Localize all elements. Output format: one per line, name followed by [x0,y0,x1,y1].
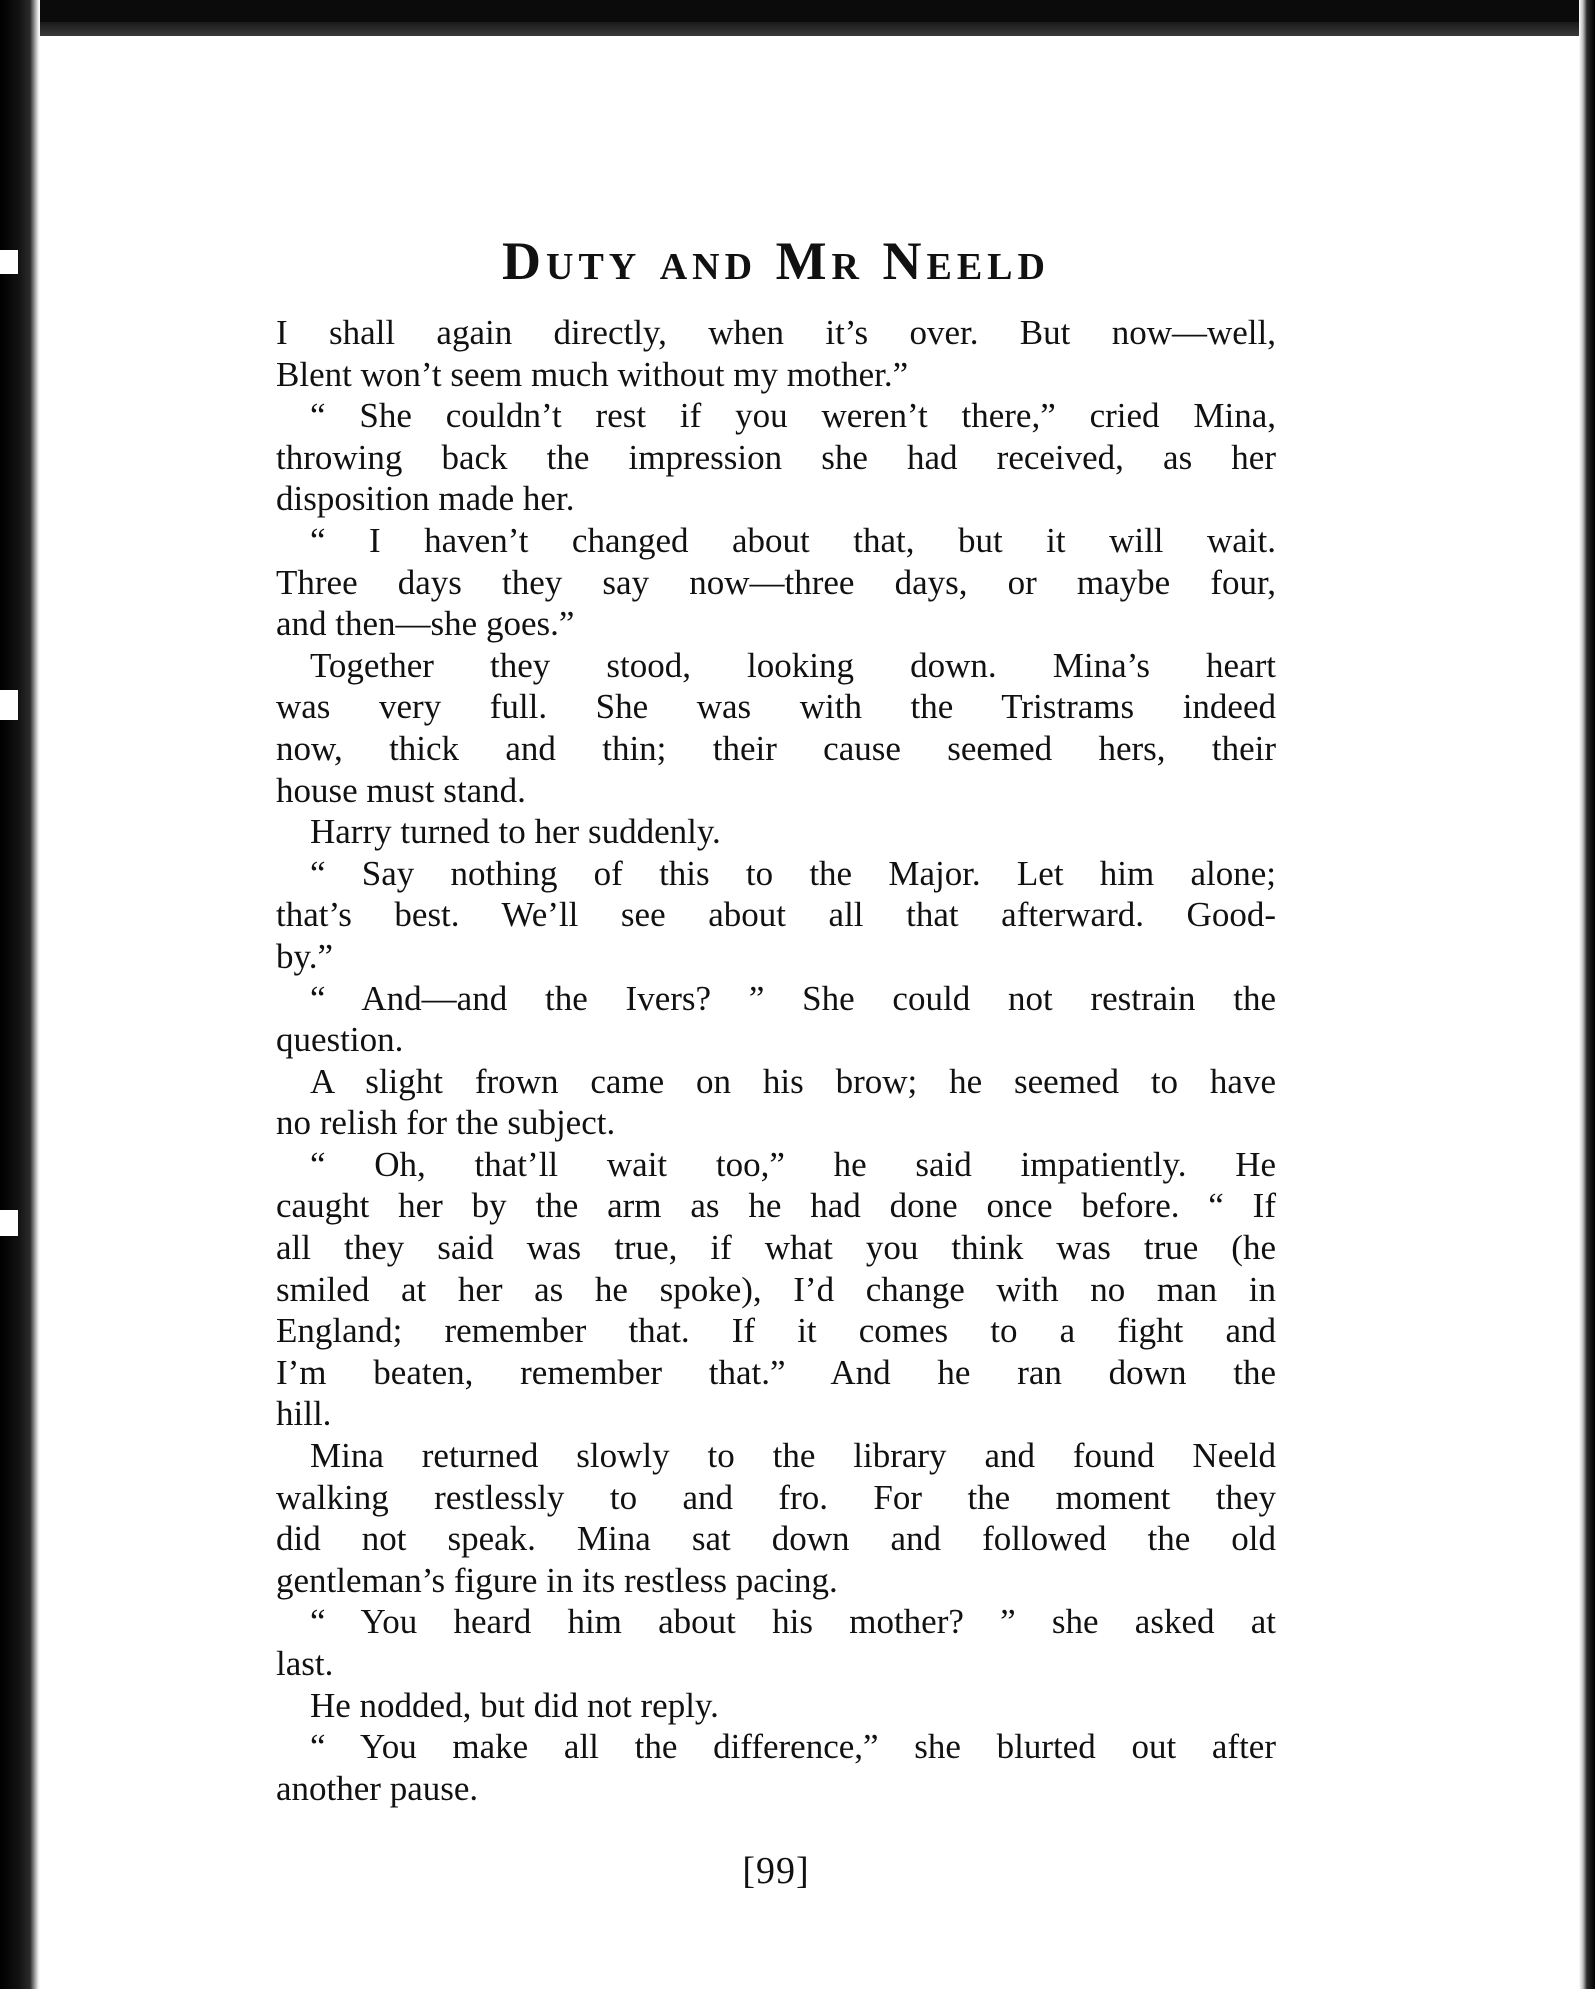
text-line: no relish for the subject. [276,1103,616,1143]
text-line: gentleman’s figure in its restless pacing. [276,1560,838,1600]
scan-right-edge [1579,0,1595,1989]
scan-left-edge-gap [0,250,18,274]
text-line: “ Oh, that’ll wait too,” he said impatiently. He [310,1144,1276,1184]
text-line: last. [276,1644,334,1683]
text-line: He nodded, but did not reply. [310,1685,719,1725]
text-line: Blent won’t seem much without my mother.” [276,354,909,394]
text-line: “ Say nothing of this to the Major. Let him alone; [310,853,1276,893]
scan-left-edge [0,0,40,1989]
text-line: “ She couldn’t rest if you weren’t there,” cried Mina, [310,396,1276,436]
text-line: England; remember that. If it comes to a fight and [276,1311,1276,1351]
text-line: by.” [276,936,334,976]
text-line: Mina returned slowly to the library and found Neeld [310,1436,1276,1476]
text-line: now, thick and thin; their cause seemed hers, their [276,728,1276,768]
text-line: caught her by the arm as he had done once before. “ If [276,1186,1276,1226]
text-line: and then—she goes.” [276,604,575,644]
text-line: Together they stood, looking down. Mina’s heart [310,645,1276,685]
text-line: question. [276,1020,404,1060]
text-line: “ And—and the Ivers? ” She could not restrain the [310,978,1276,1018]
text-line: “ You heard him about his mother? ” she asked at [310,1602,1276,1642]
text-line: I’m beaten, remember that.” And he ran down the [276,1352,1276,1392]
text-line: smiled at her as he spoke), I’d change with no man in [276,1269,1276,1309]
running-head: Duty and Mr Neeld [502,231,1050,291]
text-line: did not speak. Mina sat down and followed the old [276,1519,1276,1559]
scan-left-edge-gap [0,690,18,720]
text-line: Three days they say now—three days, or maybe four, [276,562,1276,602]
text-line: another pause. [276,1768,479,1808]
scan-left-edge-gap [0,1210,18,1236]
text-line: disposition made her. [276,479,575,519]
text-line: house must stand. [276,770,526,810]
text-line: Harry turned to her suddenly. [310,812,721,852]
scan-top-shadow [40,22,1580,36]
text-line: hill. [276,1394,332,1434]
text-line: throwing back the impression she had received, as her [276,437,1276,477]
text-line: “ I haven’t changed about that, but it will wait. [310,520,1276,560]
text-line: I shall again directly, when it’s over. But now—well, [276,313,1276,352]
body-text [276,312,1276,1809]
text-line: A slight frown came on his brow; he seemed to have [310,1061,1276,1101]
scan-top-edge [0,0,1595,34]
text-line: “ You make all the difference,” she blurted out after [310,1727,1276,1767]
text-line: that’s best. We’ll see about all that afterward. Good- [276,895,1276,935]
text-line: was very full. She was with the Tristrams indeed [276,687,1276,727]
page-number: [99] [742,1850,810,1892]
text-line: all they said was true, if what you think was true (he [276,1228,1276,1268]
text-line: walking restlessly to and fro. For the moment they [276,1477,1276,1517]
